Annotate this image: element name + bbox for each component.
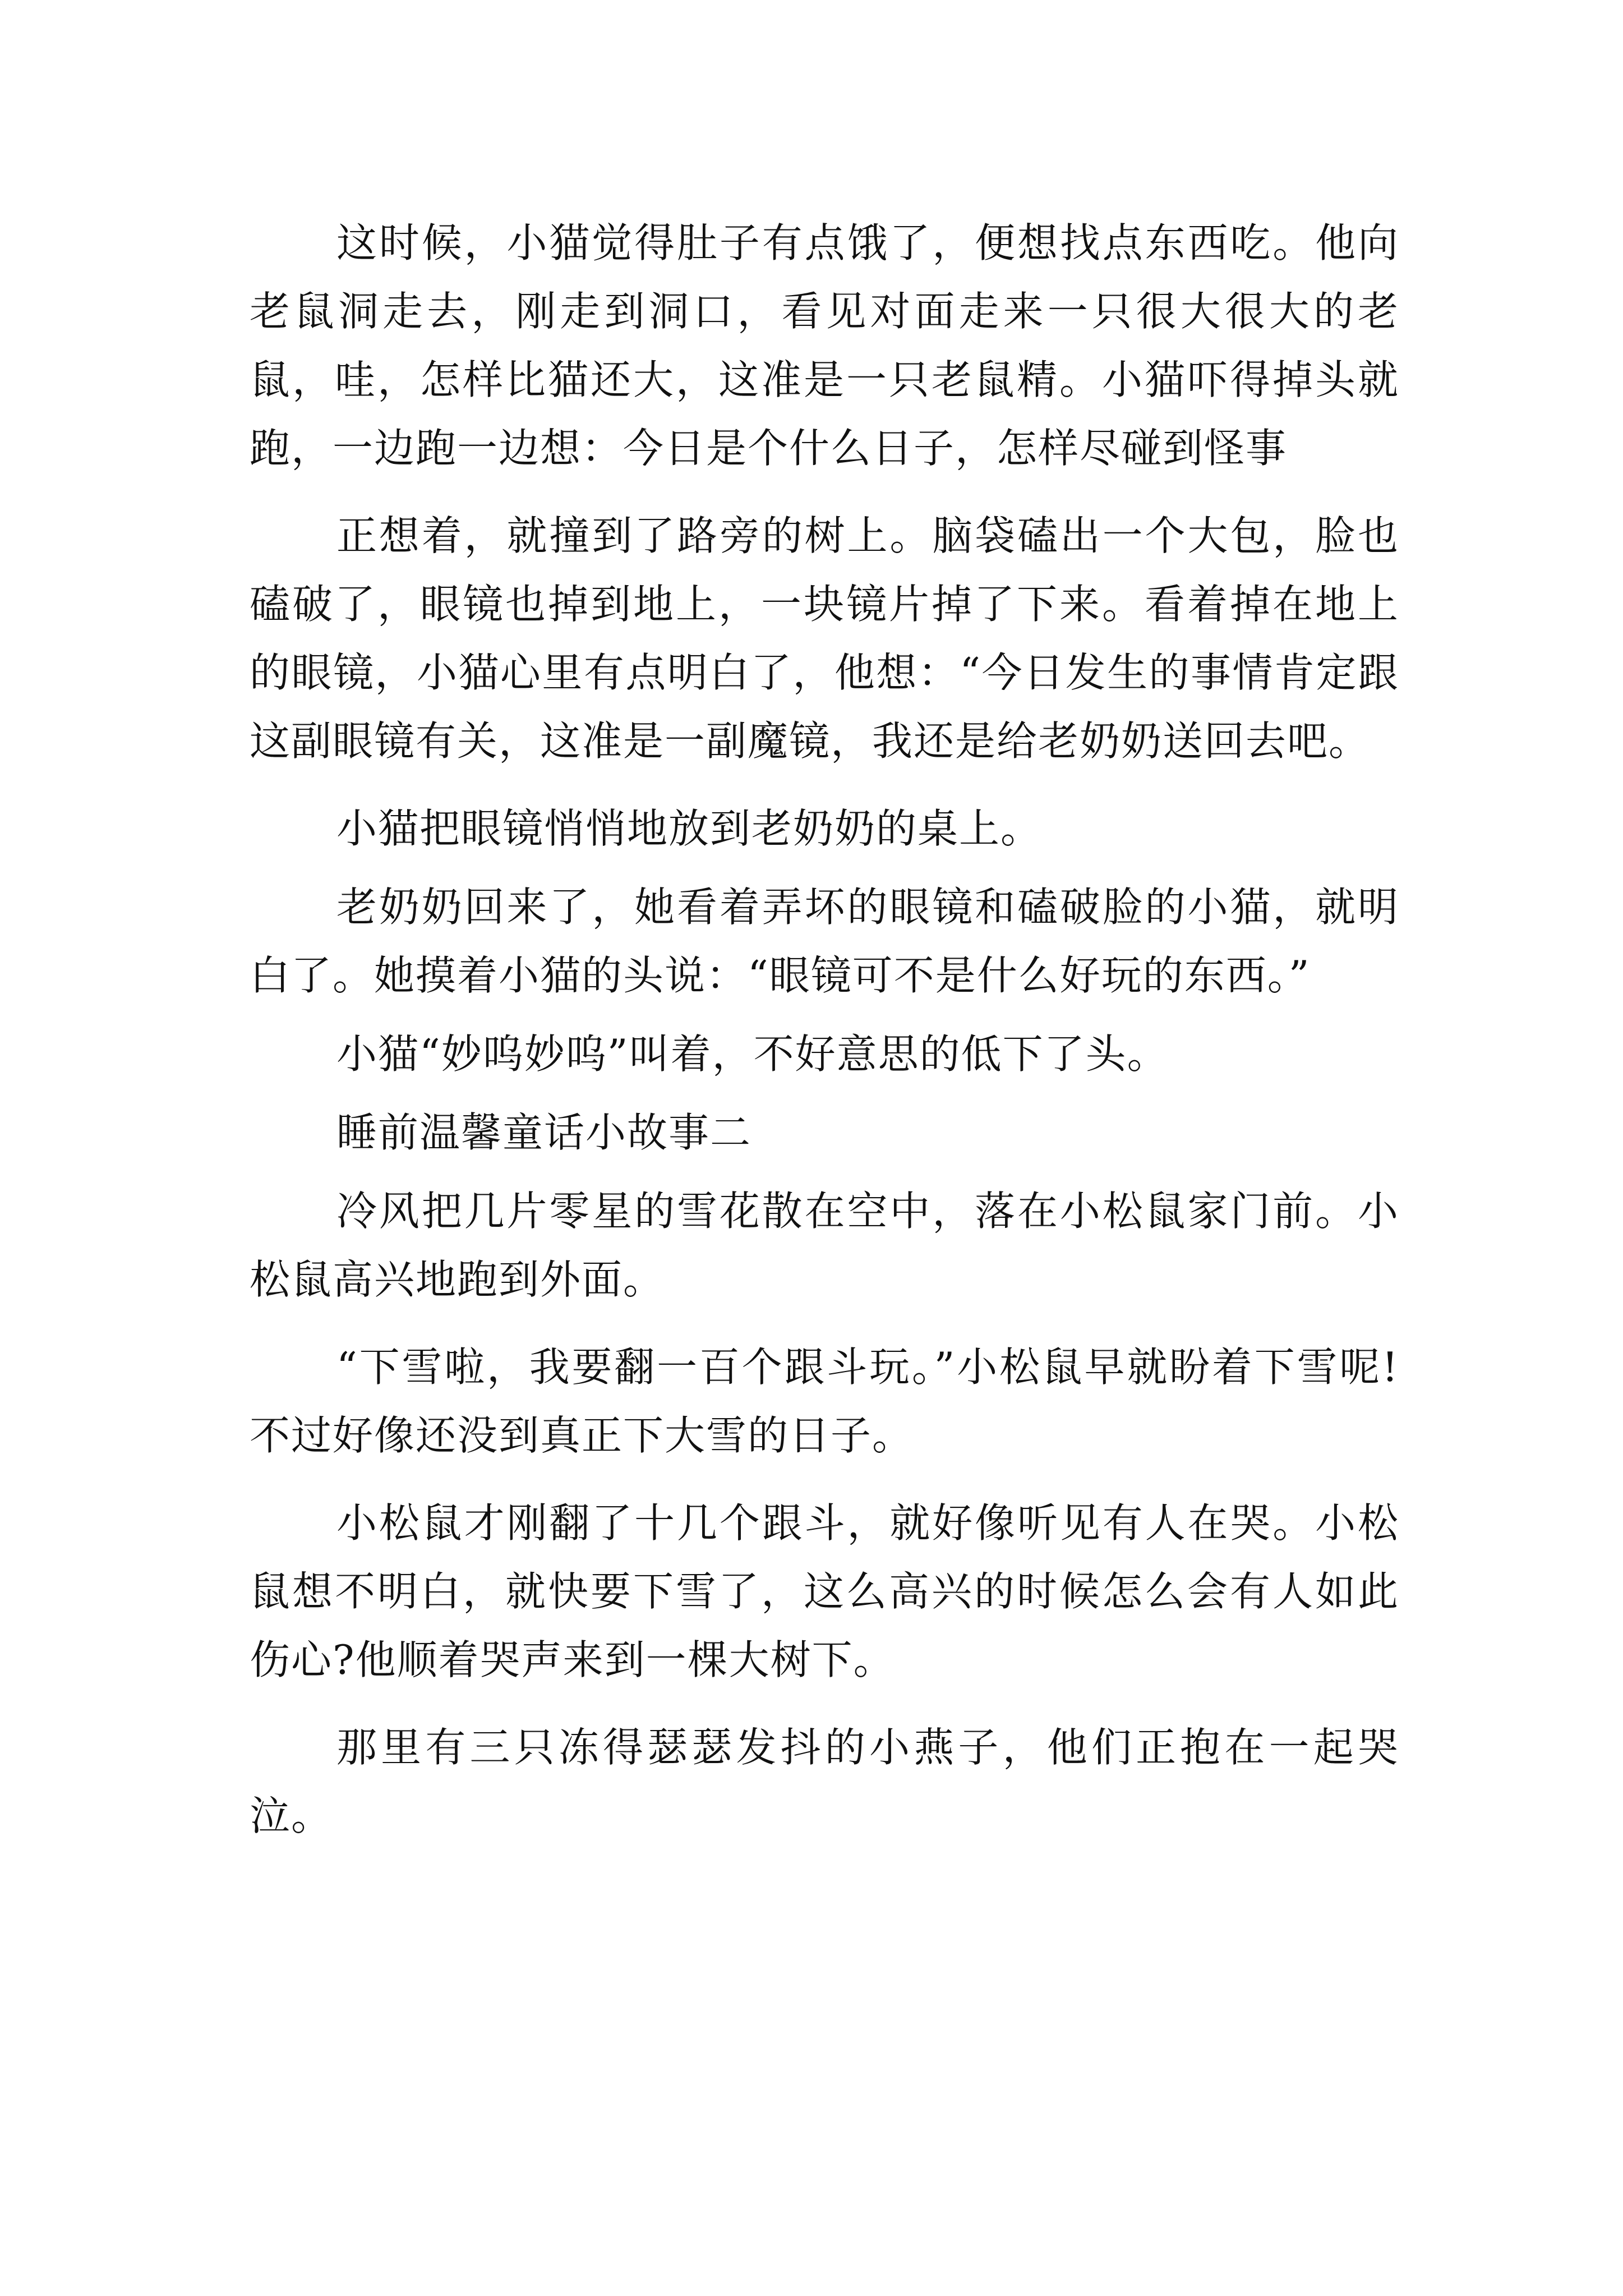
paragraph-kitten-hungry: 这时候，小猫觉得肚子有点饿了，便想找点东西吃。他向老鼠洞走去，刚走到洞口，看见对面走来一只很大很大的老鼠，哇，怎样比猫还大，这准是一只老鼠精。小猫吓得掉头就跑，一边跑一边想：今日是个什么日子，怎样尽碰到怪事 [250, 219, 1399, 472]
paragraph-snowing: “下雪啦，我要翻一百个跟斗玩。”小松鼠早就盼着下雪呢!不过好像还没到真正下大雪的日子。 [250, 1343, 1399, 1459]
paragraph-hears-crying: 小松鼠才刚翻了十几个跟斗，就好像听见有人在哭。小松鼠想不明白，就快要下雪了，这么高兴的时候怎么会有人如此伤心?他顺着哭声来到一棵大树下。 [250, 1499, 1399, 1683]
paragraph-kitten-ashamed: 小猫“妙呜妙呜”叫着，不好意思的低下了头。 [336, 1030, 1169, 1078]
paragraph-hit-tree: 正想着，就撞到了路旁的树上。脑袋磕出一个大包，脸也磕破了，眼镜也掉到地上，一块镜片掉了下来。看着掉在地上的眼镜，小猫心里有点明白了，他想：“今日发生的事情肯定跟这副眼镜有关，这准是一副魔镜，我还是给老奶奶送回去吧。 [250, 512, 1399, 765]
paragraph-grandma-returns: 老奶奶回来了，她看着弄坏的眼镜和磕破脸的小猫，就明白了。她摸着小猫的头说：“眼镜可不是什么好玩的东西。” [250, 884, 1399, 999]
paragraph-three-swallows: 那里有三只冻得瑟瑟发抖的小燕子，他们正抱在一起哭泣。 [250, 1724, 1399, 1839]
document-body [250, 209, 1399, 1869]
paragraph-cold-wind: 冷风把几片零星的雪花散在空中，落在小松鼠家门前。小松鼠高兴地跑到外面。 [250, 1188, 1399, 1303]
section-heading-story-two: 睡前温馨童话小故事二 [336, 1109, 752, 1156]
paragraph-return-glasses: 小猫把眼镜悄悄地放到老奶奶的桌上。 [336, 805, 1043, 852]
